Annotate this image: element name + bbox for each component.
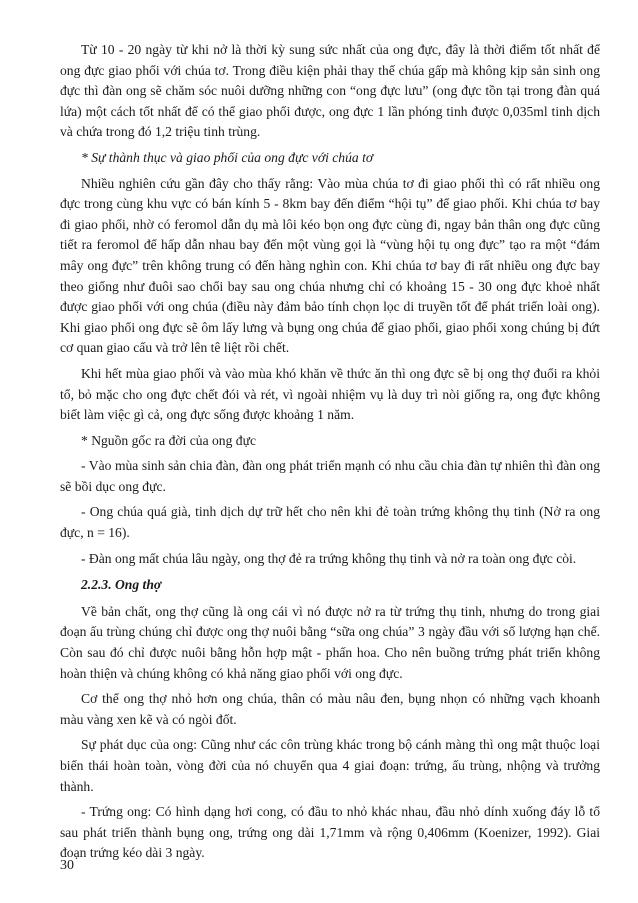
paragraph: - Ong chúa quá già, tinh dịch dự trữ hết cho nên khi đẻ toàn trứng không thụ tinh (Nở ra ong đực, n = 16). — [60, 504, 600, 541]
page-number: 30 — [60, 858, 74, 873]
paragraph: Sự phát dục của ong: Cũng như các côn trùng khác trong bộ cánh màng thì ong mật thuộc loại biến thái hoàn toàn, vòng đời của nó chuyển qua 4 giai đoạn: trứng, ấu trùng, nhộng và trưởng thành. — [60, 737, 600, 794]
section-heading: 2.2.3. Ong thợ — [81, 577, 162, 593]
paragraph: Cơ thể ong thợ nhỏ hơn ong chúa, thân có màu nâu đen, bụng nhọn có những vạch khoanh màu vàng xen kẽ và có ngòi đốt. — [60, 691, 600, 727]
paragraph: Khi hết mùa giao phối và vào mùa khó khăn về thức ăn thì ong đực sẽ bị ong thợ đuổi ra khỏi tổ, bỏ mặc cho ong đực chết đói và rét, vì ngoài nhiệm vụ là duy trì nòi giống ra, ong đực không biết làm việc gì cả, ong đực sống được khoảng 1 năm. — [60, 365, 600, 423]
paragraph: Nhiều nghiên cứu gần đây cho thấy rằng: Vào mùa chúa tơ đi giao phối thì có rất nhiều ong đực trong cùng khu vực có bán kính 5 - 8km bay đến điểm “hội tụ” để giao phối. Khi chúa tơ bay đi giao phối, nhờ có feromol dẫn dụ mà lôi kéo bọn ong đực cùng đi, ngay bản thân ong đực cũng tiết ra feromol để hấp dẫn nhau bay đến một vùng gọi là “vùng hội tụ ong đực” tạo ra một “đám mây ong đực” trên không trung có đến hàng nghìn con. Khi chúa tơ bay đi rất nhiều ong đực bay theo giống như đuôi sao chổi bay sau ong chúa nhưng chỉ có khoảng 15 - 30 ong đực khoẻ nhất được giao phối với ong chúa (điều này đảm bảo tính chọn lọc di truyền tốt để phát triển loài ong). Khi giao phối ong đực sẽ ôm lấy lưng và bụng ong chúa để giao phối, giao phối xong chúng bị đứt cơ quan giao cấu và trở lên tê liệt rồi chết. — [60, 175, 600, 356]
paragraph: Về bản chất, ong thợ cũng là ong cái vì nó được nở ra từ trứng thụ tinh, nhưng do trong giai đoạn ấu trùng chúng chỉ được ong thợ nuôi bằng “sữa ong chúa” 3 ngày đầu với số lượng hạn chế. Còn sau đó chỉ được nuôi bằng hỗn hợp mật - phấn hoa. Cho nên buồng trứng phát triển không hoàn thiện và chúng không có khả năng giao phối với ong đực. — [60, 603, 600, 681]
paragraph: - Đàn ong mất chúa lâu ngày, ong thợ đẻ ra trứng không thụ tinh và nở ra toàn ong đực còi. — [81, 550, 577, 566]
paragraph: - Vào mùa sinh sản chia đàn, đàn ong phát triển mạnh có nhu cầu chia đàn tự nhiên thì đàn ong sẽ bồi dục ong đực. — [60, 458, 600, 494]
paragraph: * Nguồn gốc ra đời của ong đực — [81, 432, 256, 448]
paragraph: Từ 10 - 20 ngày từ khi nở là thời kỳ sung sức nhất của ong đực, đây là thời điểm tốt nhất để ong đực giao phối với chúa tơ. Trong điều kiện phải thay thế chúa gấp mà không kịp sản sinh ong đực thì đàn ong sẽ chăm sóc nuôi dưỡng những con “ong đực lưu” (ong đực tồn tại trong đàn quá lứa) một cách tốt nhất để có thể giao phối được, ong đực 1 lần phóng tinh được 0,035ml tinh dịch và chứa trong đó 1,2 triệu tinh trùng. — [60, 42, 600, 140]
paragraph: - Trứng ong: Có hình dạng hơi cong, có đầu to nhỏ khác nhau, đầu nhỏ dính xuống đáy lỗ tổ sau phát triển thành bụng ong, trứng ong dài 1,71mm và rộng 0,406mm (Koenizer, 1992). Giai đoạn trứng kéo dài 3 ngày. — [60, 804, 600, 861]
subheading: * Sự thành thục và giao phối của ong đực với chúa tơ — [81, 149, 374, 165]
page-content — [60, 40, 600, 869]
